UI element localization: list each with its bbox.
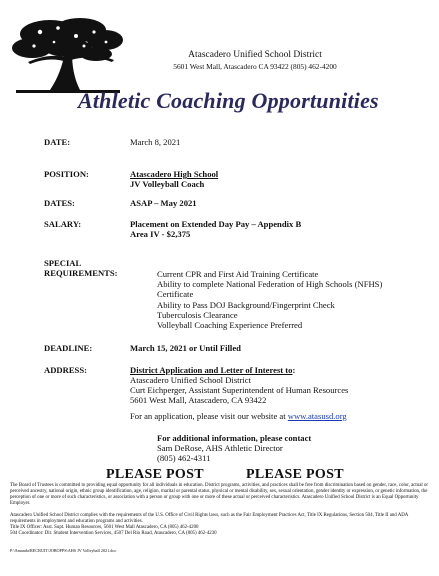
- address-heading-colon: :: [292, 365, 296, 375]
- deadline-label: DEADLINE:: [44, 343, 93, 353]
- dates-label: DATES:: [44, 198, 75, 208]
- address-label: ADDRESS:: [44, 365, 87, 375]
- position-school: Atascadero High School: [130, 169, 219, 179]
- contact-name: Sam DeRose, AHS Athletic Director: [157, 443, 283, 453]
- position-label: POSITION:: [44, 169, 89, 179]
- date-value: March 8, 2021: [130, 137, 181, 147]
- requirement-item: Tuberculosis Clearance: [157, 309, 238, 320]
- district-tree-logo: [10, 12, 126, 98]
- district-address: 5601 West Mall, Atascadero CA 93422 (805) 462-4200: [173, 62, 337, 71]
- file-path: P:\Amanda\RECRUIT\JOBOPPS\AHS JV Volleyball 2021.doc: [10, 548, 117, 553]
- please-post-left: PLEASE POST: [106, 467, 204, 482]
- requirement-item: Certificate: [157, 289, 194, 300]
- dates-value: ASAP – May 2021: [130, 198, 197, 208]
- salary-label: SALARY:: [44, 219, 82, 229]
- deadline-value: March 15, 2021 or Until Filled: [130, 343, 241, 353]
- address-heading: [130, 365, 295, 375]
- address-line: Atascadero Unified School District: [130, 375, 251, 385]
- contact-heading: For additional information, please contact: [157, 433, 312, 443]
- district-name: Atascadero Unified School District: [188, 50, 322, 60]
- requirements-label-2: REQUIREMENTS:: [44, 268, 118, 278]
- requirement-item: Ability to complete National Federation of High Schools (NFHS): [157, 279, 383, 290]
- requirements-list: [157, 269, 382, 330]
- address-line: 5601 West Mall, Atascadero, CA 93422: [130, 395, 267, 405]
- website-link[interactable]: www.atasusd.org: [287, 411, 347, 421]
- salary-line-2: Area IV - $2,375: [130, 229, 191, 239]
- requirement-item: Volleyball Coaching Experience Preferred: [157, 320, 303, 331]
- address-line: Curt Eichperger, Assistant Superintendent of Human Resources: [130, 385, 349, 395]
- contact-phone: (805) 462-4311: [157, 453, 211, 463]
- requirement-item: Ability to Pass DOJ Background/Fingerprint Check: [157, 299, 335, 310]
- please-post-right: PLEASE POST: [246, 467, 344, 482]
- salary-line-1: Placement on Extended Day Pay – Appendix B: [130, 219, 302, 229]
- page-title: Athletic Coaching Opportunities: [78, 88, 379, 113]
- position-role: JV Volleyball Coach: [130, 179, 205, 189]
- address-heading-text: District Application and Letter of Interest to: [130, 365, 293, 375]
- requirement-item: Current CPR and First Aid Training Certificate: [157, 269, 319, 279]
- equal-opportunity-statement: The Board of Trustees is committed to providing equal opportunity for all individuals in education. District programs, activities, and practices shall be free from discrimination based on gender, race, color, actual or perceived ancestry, national origin, ethnic group identification, age, religion, marital or parental status, physical or mental disability, sex, sexual orientation, gender identity or expression, or genetic information, the perception of one or more of such characteristics, or association with a person or group with one or more of these actual or perceived characteristics. Atascadero Unified School District is an Equal Opportunity Employer.: [10, 483, 429, 506]
- application-text: For an application, please visit our website at: [130, 411, 288, 421]
- section-504-coordinator: 504 Coordinator: Dir. Student Intervention Services, 4507 Del Rio Road, Atascadero, CA (805) 462-4230: [10, 531, 217, 536]
- civil-rights-statement: Atascadero Unified School District complies with the requirements of the U.S. Office of Civil Rights laws, such as the Fair Employment Practices Act, Title IX Regulations, Section 504, Title II and ADA requirements in employment and education programs and activities.: [10, 513, 409, 524]
- date-label: DATE:: [44, 137, 71, 147]
- title-ix-officer: Title IX Officer: Asst. Supt. Human Resources, 5601 West Mall Atascadero, CA (805) 462-4200: [10, 525, 199, 530]
- requirements-label-1: SPECIAL: [44, 258, 82, 268]
- application-note: [130, 411, 347, 421]
